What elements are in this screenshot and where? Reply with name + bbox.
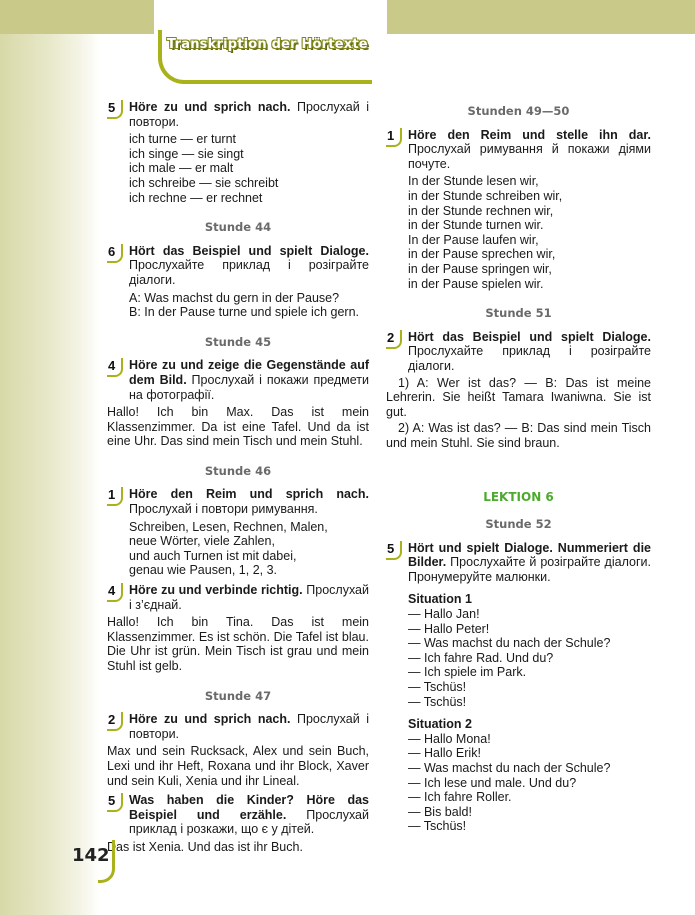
exercise-block <box>107 487 369 578</box>
exercise-number: 1 <box>107 487 123 506</box>
exercise-number: 5 <box>107 793 123 812</box>
exercise-number: 2 <box>386 330 402 349</box>
exercise-lines: ich turne — er turnt ich singe — sie singt ich male — er malt ich schreibe — sie schreibt ich rechne — er rechnet <box>129 132 279 205</box>
exercise-text: Hallo! Ich bin Max. Das ist mein Klassenzimmer. Da ist eine Tafel. Und da ist eine Uhr. Das sind mein Tisch und mein Stuhl. <box>107 405 369 449</box>
lesson-heading: Stunde 51 <box>485 306 552 321</box>
exercise-task: Höre zu und sprich nach. Прослухай і повтори. <box>129 100 369 129</box>
exercise-block <box>107 100 369 205</box>
exercise-task: Höre zu und zeige die Gegenstände auf dem Bild. Прослухай і покажи предмети на фотографії. <box>129 358 369 402</box>
exercise-task: Hört und spielt Dialoge. Nummeriert die Bilder. Прослухайте й розіграйте діалоги. Пронумеруйте малюнки. <box>408 540 651 584</box>
exercise-block <box>107 712 369 788</box>
dialogue-lines: — Hallo Mona! — Hallo Erik! — Was machst du nach der Schule? — Ich lese und male. Und du? — Ich fahre Roller. — Bis bald! — Tschüs! <box>408 731 611 834</box>
exercise-number: 4 <box>107 358 123 377</box>
chapter-heading: LEKTION 6 <box>483 490 554 505</box>
exercise-block <box>107 793 369 854</box>
section-title: Transkription der Hörtexte <box>167 37 368 52</box>
lesson-heading: Stunde 46 <box>204 463 272 478</box>
exercise-text: Das ist Xenia. Und das ist ihr Buch. <box>107 839 303 854</box>
page-number: 142 <box>72 845 110 866</box>
lesson-heading: Stunden 49—50 <box>467 104 570 118</box>
exercise-lines: In der Stunde lesen wir, in der Stunde schreiben wir, in der Stunde rechnen wir, in der Stunde turnen wir. In der Pause laufen wir, in der Pause sprechen wir, in der Pause springen wir, in der Pause spielen wir. <box>408 174 563 291</box>
dialogue-text: 1) A: Wer ist das? — B: Das ist meine Lehrerin. Sie heißt Tamara Iwaniwna. Sie ist gut. <box>386 375 651 419</box>
exercise-task: Höre den Reim und stelle ihn dar. Прослухай римування й покажи діями почуте. <box>408 127 651 171</box>
page-number-hook <box>98 840 115 883</box>
situation-title: Situation 2 <box>408 717 472 732</box>
exercise-number: 5 <box>386 541 402 560</box>
exercise-lines: A: Was machst du gern in der Pause? B: In der Pause turne und spiele ich gern. <box>129 290 360 320</box>
lesson-heading: Stunde 45 <box>204 334 272 349</box>
exercise-number: 1 <box>386 128 402 147</box>
exercise-lines: Schreiben, Lesen, Rechnen, Malen, neue Wörter, viele Zahlen, und auch Turnen ist mit dabei, genau wie Pausen, 1, 2, 3. <box>129 519 328 578</box>
lesson-heading: Stunde 52 <box>485 517 552 532</box>
exercise-block <box>107 583 369 674</box>
right-column <box>386 100 651 839</box>
exercise-number: 6 <box>107 244 123 263</box>
lesson-heading: Stunde 44 <box>204 220 272 235</box>
exercise-task: Höre den Reim und sprich nach. Прослухай і повтори римування. <box>129 487 369 517</box>
exercise-block <box>386 541 651 834</box>
exercise-block <box>386 330 651 451</box>
exercise-number: 5 <box>107 100 123 119</box>
dialogue-lines: — Hallo Jan! — Hallo Peter! — Was machst du nach der Schule? — Ich fahre Rad. Und du? — Ich spiele im Park. — Tschüs! — Tschüs! <box>408 607 611 709</box>
exercise-block <box>107 358 369 449</box>
exercise-block <box>386 128 651 292</box>
situation-title: Situation 1 <box>408 592 472 607</box>
exercise-text: Hallo! Ich bin Tina. Das ist mein Klassenzimmer. Es ist schön. Die Tafel ist blau. Die Uhr ist grün. Mein Tisch ist grau und mein Stuhl ist gelb. <box>107 615 369 673</box>
exercise-task: Hört das Beispiel und spielt Dialoge. Прослухайте приклад і розіграйте діалоги. <box>129 243 369 287</box>
exercise-block <box>107 244 369 320</box>
exercise-task: Hört das Beispiel und spielt Dialoge. Прослухайте приклад і розіграйте діалоги. <box>408 329 651 373</box>
exercise-task: Höre zu und sprich nach. Прослухай і повтори. <box>129 712 369 741</box>
exercise-text: Max und sein Rucksack, Alex und sein Buch, Lexi und ihr Heft, Roxana und ihr Block, Xaver und sein Kuli, Xenia und ihr Lineal. <box>107 744 369 788</box>
exercise-number: 4 <box>107 583 123 602</box>
left-column <box>107 100 369 860</box>
exercise-number: 2 <box>107 712 123 731</box>
left-margin-band <box>0 0 100 915</box>
lesson-heading: Stunde 47 <box>204 688 272 703</box>
dialogue-text: 2) A: Was ist das? — B: Das sind mein Tisch und mein Stuhl. Sie sind braun. <box>386 421 651 450</box>
exercise-task: Höre zu und verbinde richtig. Прослухай і з’єднай. <box>129 583 369 612</box>
exercise-task: Was haben die Kinder? Höre das Beispiel und erzähle. Прослухай приклад і розкажи, що є у дітей. <box>129 793 369 837</box>
